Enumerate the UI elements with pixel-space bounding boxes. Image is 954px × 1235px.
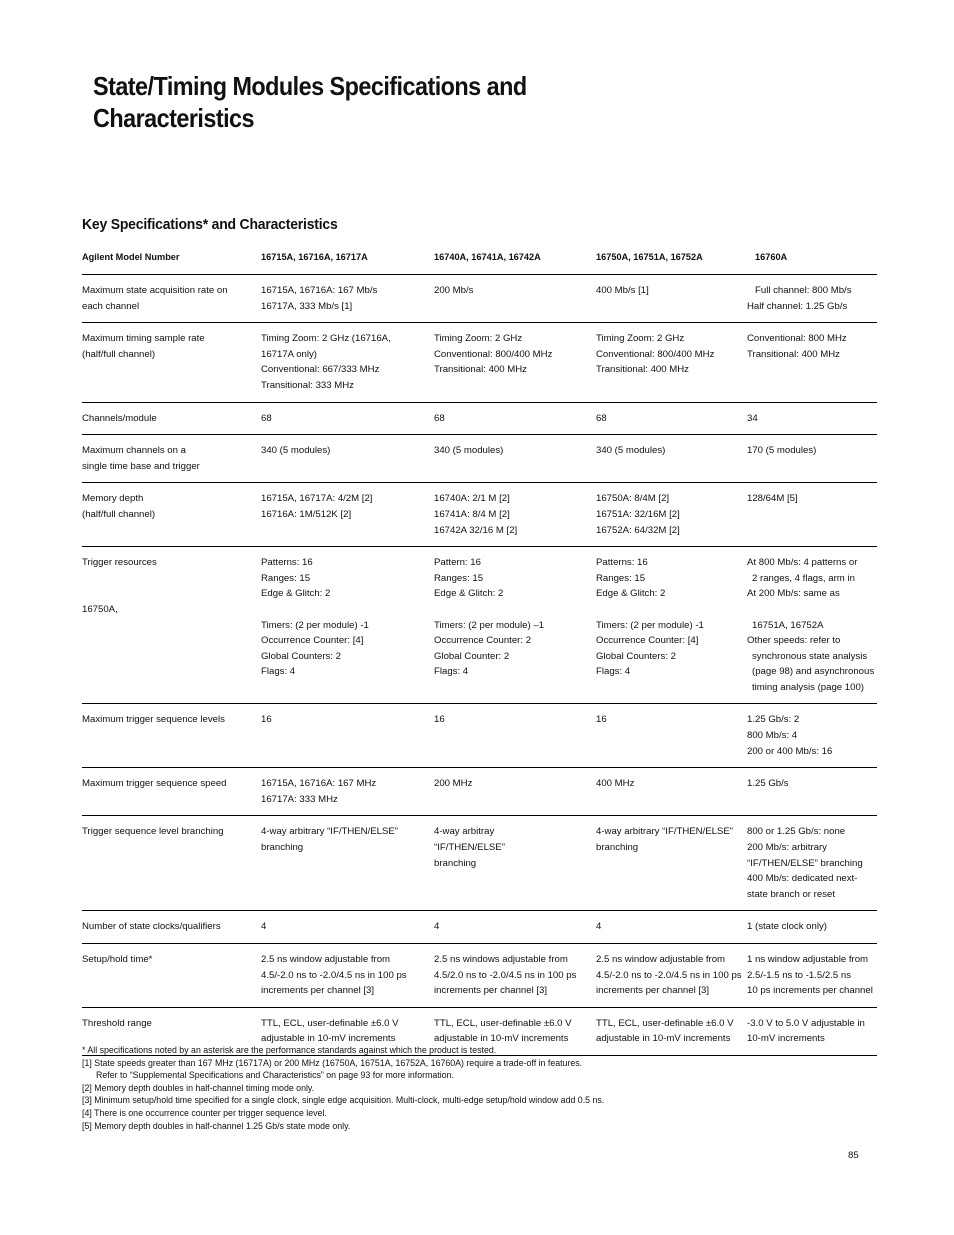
cell-text: 800 or 1.25 Gb/s: none <box>747 826 846 838</box>
cell-text: Flags: 4 <box>596 666 631 678</box>
cell-text: 170 (5 modules) <box>747 445 817 457</box>
cell-text: Timing Zoom: 2 GHz <box>434 333 523 345</box>
page-title-line-1: State/Timing Modules Specifications and <box>93 71 527 101</box>
footnote-asterisk: * All specifications noted by an asterisk are the performance standards against which the product is tested. <box>82 1045 497 1055</box>
page-title <box>93 70 651 134</box>
cell-text: Conventional: 800 MHz <box>747 333 847 345</box>
row-label-cell <box>82 816 261 911</box>
table-row <box>82 323 877 402</box>
cell-text: 2 ranges, 4 flags, arm in <box>752 572 855 584</box>
cell-text: Pattern: 16 <box>434 557 481 569</box>
cell-text: Transitional: 333 MHz <box>261 379 354 391</box>
cell-text: increments per channel [3] <box>596 985 710 997</box>
cell-text: Edge & Glitch: 2 <box>596 588 666 600</box>
table-row <box>82 435 877 483</box>
value-16750a-cell <box>596 323 747 402</box>
value-16760a-cell <box>747 704 877 768</box>
value-16715a-cell <box>261 323 434 402</box>
value-16740a-cell <box>434 323 596 402</box>
cell-text: 2.5 ns window adjustable from <box>596 954 726 965</box>
footnote-1: [1] State speeds greater than 167 MHz (16717A) or 200 MHz (16750A, 16751A, 16752A, 16760A) require a trade-off in features. <box>82 1057 583 1068</box>
cell-text: Global Counters: 2 <box>261 650 341 662</box>
cell-text: 16742A 32/16 M [2] <box>434 524 518 536</box>
cell-text: 16715A, 16717A: 4/2M [2] <box>261 493 373 505</box>
cell-text: Edge & Glitch: 2 <box>434 588 504 600</box>
cell-spacer <box>261 602 430 618</box>
value-16715a-cell <box>261 768 434 816</box>
cell-text: Patterns: 16 <box>261 557 313 569</box>
cell-text: increments per channel [3] <box>434 985 548 997</box>
cell-text: Maximum timing sample rate <box>82 333 205 345</box>
column-header-16715a: 16715A, 16716A, 16717A <box>261 250 434 275</box>
value-16740a-cell <box>434 768 596 816</box>
cell-spacer <box>82 586 257 602</box>
footnote-5: [5] Memory depth doubles in half-channel 1.25 Gb/s state mode only. <box>82 1120 351 1131</box>
value-16750a-cell <box>596 402 747 435</box>
value-16750a-cell <box>596 911 747 944</box>
cell-text: TTL, ECL, user-definable ±6.0 V <box>596 1017 734 1029</box>
cell-text: 16750A: 8/4M [2] <box>596 493 670 505</box>
column-header-16760a: 16760A <box>747 250 877 275</box>
cell-text: 16741A: 8/4 M [2] <box>434 508 510 520</box>
cell-text: “IF/THEN/ELSE” <box>434 842 505 854</box>
cell-text: 16717A: 333 MHz <box>261 793 338 805</box>
cell-text: single time base and trigger <box>82 460 200 472</box>
cell-text: 16750A, <box>82 603 118 615</box>
value-16760a-cell <box>747 483 877 547</box>
cell-text: Memory depth <box>82 493 144 505</box>
table-row <box>82 402 877 435</box>
cell-text: 1 (state clock only) <box>747 921 827 933</box>
cell-text: 4.5/-2.0 ns to -2.0/4.5 ns in 100 ps <box>596 969 742 981</box>
table-row <box>82 547 877 704</box>
value-16715a-cell <box>261 944 434 1008</box>
table-row <box>82 275 877 323</box>
column-header-model-number: Agilent Model Number <box>82 250 261 275</box>
cell-text: Conventional: 800/400 MHz <box>434 348 553 360</box>
cell-text: 68 <box>434 412 445 424</box>
value-16740a-cell <box>434 275 596 323</box>
footnote-3: [3] Minimum setup/hold time specified for a single clock, single edge acquisition. Multi-clock, multi-edge setup/hold window add 0.5 ns. <box>82 1095 605 1106</box>
cell-text: Flags: 4 <box>261 666 296 678</box>
cell-text: 16716A: 1M/512K [2] <box>261 508 352 520</box>
cell-text: 34 <box>747 412 758 424</box>
cell-text: 16751A: 32/16M [2] <box>596 508 680 520</box>
cell-text: -3.0 V to 5.0 V adjustable in <box>747 1017 865 1029</box>
footnote-4: [4] There is one occurrence counter per trigger sequence level. <box>82 1107 327 1118</box>
cell-text: Occurrence Counter: [4] <box>596 635 699 647</box>
cell-text: 16 <box>596 714 607 726</box>
cell-text: 200 MHz <box>434 778 473 790</box>
cell-text: (half/full channel) <box>82 348 156 360</box>
cell-text: 400 MHz <box>596 778 635 790</box>
row-label-cell <box>82 547 261 704</box>
value-16750a-cell <box>596 547 747 704</box>
cell-text: Maximum state acquisition rate on <box>82 285 228 296</box>
footnote-1-continued: Refer to “Supplemental Specifications and Characteristics” on page 93 for more information. <box>96 1070 454 1081</box>
cell-text: 16 <box>434 714 445 726</box>
row-label-cell <box>82 911 261 944</box>
page-title-line-2: Characteristics <box>93 103 255 133</box>
value-16760a-cell <box>747 275 877 323</box>
row-label-cell <box>82 323 261 402</box>
cell-text: Conventional: 667/333 MHz <box>261 364 380 376</box>
table-row <box>82 768 877 816</box>
cell-text: 800 Mb/s: 4 <box>747 730 798 742</box>
row-label-cell <box>82 944 261 1008</box>
row-label-cell <box>82 275 261 323</box>
value-16760a-cell <box>747 911 877 944</box>
cell-text: Number of state clocks/qualifiers <box>82 921 221 933</box>
cell-text: Timers: (2 per module) –1 <box>434 619 545 631</box>
cell-text: 4 <box>261 921 267 933</box>
footnotes <box>82 1044 882 1132</box>
cell-text: adjustable in 10-mV increments <box>434 1033 569 1045</box>
cell-text: Ranges: 15 <box>596 572 646 584</box>
cell-text: At 800 Mb/s: 4 patterns or <box>747 557 858 569</box>
cell-text: 16717A, 333 Mb/s [1] <box>261 300 353 312</box>
value-16750a-cell <box>596 435 747 483</box>
cell-text: 16 <box>261 714 272 726</box>
value-16740a-cell <box>434 911 596 944</box>
value-16715a-cell <box>261 911 434 944</box>
value-16740a-cell <box>434 435 596 483</box>
cell-spacer <box>82 571 257 587</box>
cell-text: Edge & Glitch: 2 <box>261 588 331 600</box>
cell-spacer <box>434 602 592 618</box>
row-label-cell <box>82 483 261 547</box>
value-16715a-cell <box>261 547 434 704</box>
cell-text: Maximum trigger sequence levels <box>82 714 225 726</box>
cell-text: Channels/module <box>82 412 157 424</box>
cell-text: 4 <box>434 921 440 933</box>
value-16740a-cell <box>434 704 596 768</box>
footnote-2: [2] Memory depth doubles in half-channel timing mode only. <box>82 1082 315 1093</box>
cell-text: 340 (5 modules) <box>596 445 666 457</box>
page-number: 85 <box>848 1150 859 1161</box>
cell-text: Other speeds: refer to <box>747 635 841 647</box>
cell-spacer <box>747 602 873 618</box>
cell-text: 4.5/2.0 ns to -2.0/4.5 ns in 100 ps <box>434 969 577 981</box>
value-16760a-cell <box>747 547 877 704</box>
cell-text: Ranges: 15 <box>261 572 311 584</box>
cell-text: “IF/THEN/ELSE” branching <box>747 857 863 869</box>
cell-text: synchronous state analysis <box>752 650 868 662</box>
cell-text: 68 <box>261 412 272 424</box>
cell-text: 2.5/-1.5 ns to -1.5/2.5 ns <box>747 969 851 981</box>
value-16750a-cell <box>596 483 747 547</box>
cell-text: 200 Mb/s <box>434 285 474 296</box>
cell-text: branching <box>434 857 477 869</box>
cell-text: 16717A only) <box>261 348 318 360</box>
cell-text: Global Counter: 2 <box>434 650 510 662</box>
cell-text: Full channel: 800 Mb/s <box>755 285 852 296</box>
cell-spacer <box>596 602 743 618</box>
cell-text: Timing Zoom: 2 GHz (16716A, <box>261 333 391 345</box>
cell-text: TTL, ECL, user-definable ±6.0 V <box>434 1017 572 1029</box>
value-16750a-cell <box>596 768 747 816</box>
row-label-cell <box>82 768 261 816</box>
value-16715a-cell <box>261 275 434 323</box>
cell-text: 68 <box>596 412 607 424</box>
table-row <box>82 704 877 768</box>
cell-text: 4-way arbitrary “IF/THEN/ELSE” <box>261 826 399 838</box>
cell-text: branching <box>596 842 639 854</box>
cell-text: Setup/hold time* <box>82 954 153 965</box>
row-label-cell <box>82 402 261 435</box>
value-16750a-cell <box>596 816 747 911</box>
cell-text: 128/64M [5] <box>747 493 798 505</box>
cell-text: TTL, ECL, user-definable ±6.0 V <box>261 1017 399 1029</box>
value-16715a-cell <box>261 816 434 911</box>
cell-text: branching <box>261 842 304 854</box>
table-row <box>82 483 877 547</box>
value-16715a-cell <box>261 402 434 435</box>
cell-text: 16751A, 16752A <box>752 619 824 631</box>
cell-text: Timers: (2 per module) -1 <box>596 619 704 631</box>
cell-text: Transitional: 400 MHz <box>747 348 840 360</box>
cell-text: 200 Mb/s: arbitrary <box>747 842 827 854</box>
cell-text: adjustable in 10-mV increments <box>596 1033 731 1045</box>
table-row <box>82 816 877 911</box>
cell-text: (half/full channel) <box>82 508 156 520</box>
cell-text: Patterns: 16 <box>596 557 648 569</box>
cell-text: 16715A, 16716A: 167 Mb/s <box>261 285 378 296</box>
cell-text: 340 (5 modules) <box>434 445 504 457</box>
cell-text: 2.5 ns windows adjustable from <box>434 954 568 965</box>
value-16750a-cell <box>596 944 747 1008</box>
value-16715a-cell <box>261 483 434 547</box>
cell-text: Occurrence Counter: [4] <box>261 635 364 647</box>
cell-text: Threshold range <box>82 1017 152 1029</box>
table-row <box>82 944 877 1008</box>
cell-text: Maximum trigger sequence speed <box>82 778 227 790</box>
value-16715a-cell <box>261 435 434 483</box>
cell-text: Maximum channels on a <box>82 445 186 457</box>
cell-text: 400 Mb/s [1] <box>596 285 649 296</box>
cell-text: state branch or reset <box>747 888 835 900</box>
cell-text: timing analysis (page 100) <box>752 681 864 693</box>
cell-text: Global Counters: 2 <box>596 650 676 662</box>
cell-text: adjustable in 10-mV increments <box>261 1033 396 1045</box>
cell-text: 4-way arbitrary “IF/THEN/ELSE” <box>596 826 734 838</box>
cell-text: 10-mV increments <box>747 1033 825 1045</box>
cell-text: Timers: (2 per module) -1 <box>261 619 369 631</box>
row-label-cell <box>82 435 261 483</box>
value-16750a-cell <box>596 704 747 768</box>
value-16760a-cell <box>747 768 877 816</box>
value-16740a-cell <box>434 547 596 704</box>
cell-text: 340 (5 modules) <box>261 445 331 457</box>
cell-text: 4-way arbitray <box>434 826 495 838</box>
specifications-table <box>82 250 877 1056</box>
table-header-row <box>82 250 877 275</box>
cell-text: 16715A, 16716A: 167 MHz <box>261 778 377 790</box>
cell-text: Flags: 4 <box>434 666 469 678</box>
cell-text: 4.5/-2.0 ns to -2.0/4.5 ns in 100 ps <box>261 969 407 981</box>
cell-text: Half channel: 1.25 Gb/s <box>747 300 848 312</box>
column-header-16740a: 16740A, 16741A, 16742A <box>434 250 596 275</box>
cell-text: 400 Mb/s: dedicated next- <box>747 873 858 885</box>
value-16760a-cell <box>747 402 877 435</box>
cell-text: 1.25 Gb/s <box>747 778 789 790</box>
value-16760a-cell <box>747 323 877 402</box>
cell-text: each channel <box>82 300 140 312</box>
cell-text: Occurrence Counter: 2 <box>434 635 532 647</box>
table-row <box>82 911 877 944</box>
value-16760a-cell <box>747 816 877 911</box>
cell-text: Transitional: 400 MHz <box>434 364 527 376</box>
cell-text: 16740A: 2/1 M [2] <box>434 493 510 505</box>
cell-text: At 200 Mb/s: same as <box>747 588 840 600</box>
value-16740a-cell <box>434 483 596 547</box>
value-16760a-cell <box>747 944 877 1008</box>
cell-text: Conventional: 800/400 MHz <box>596 348 715 360</box>
cell-text: Trigger resources <box>82 557 157 569</box>
row-label-cell <box>82 704 261 768</box>
cell-text: 10 ps increments per channel <box>747 985 873 997</box>
cell-text: Trigger sequence level branching <box>82 826 224 838</box>
value-16740a-cell <box>434 402 596 435</box>
cell-text: Transitional: 400 MHz <box>596 364 689 376</box>
value-16760a-cell <box>747 435 877 483</box>
cell-text: Ranges: 15 <box>434 572 484 584</box>
cell-text: Timing Zoom: 2 GHz <box>596 333 685 345</box>
cell-text: increments per channel [3] <box>261 985 375 997</box>
column-header-16750a: 16750A, 16751A, 16752A <box>596 250 747 275</box>
cell-text: 16752A: 64/32M [2] <box>596 524 680 536</box>
cell-text: 2.5 ns window adjustable from <box>261 954 391 965</box>
cell-text: 200 or 400 Mb/s: 16 <box>747 745 833 757</box>
cell-text: 1.25 Gb/s: 2 <box>747 714 800 726</box>
cell-text: 1 ns window adjustable from <box>747 954 869 965</box>
value-16740a-cell <box>434 944 596 1008</box>
cell-text: 4 <box>596 921 602 933</box>
value-16740a-cell <box>434 816 596 911</box>
value-16715a-cell <box>261 704 434 768</box>
cell-text: (page 98) and asynchronous <box>752 666 875 678</box>
value-16750a-cell <box>596 275 747 323</box>
section-heading: Key Specifications* and Characteristics <box>82 216 338 233</box>
